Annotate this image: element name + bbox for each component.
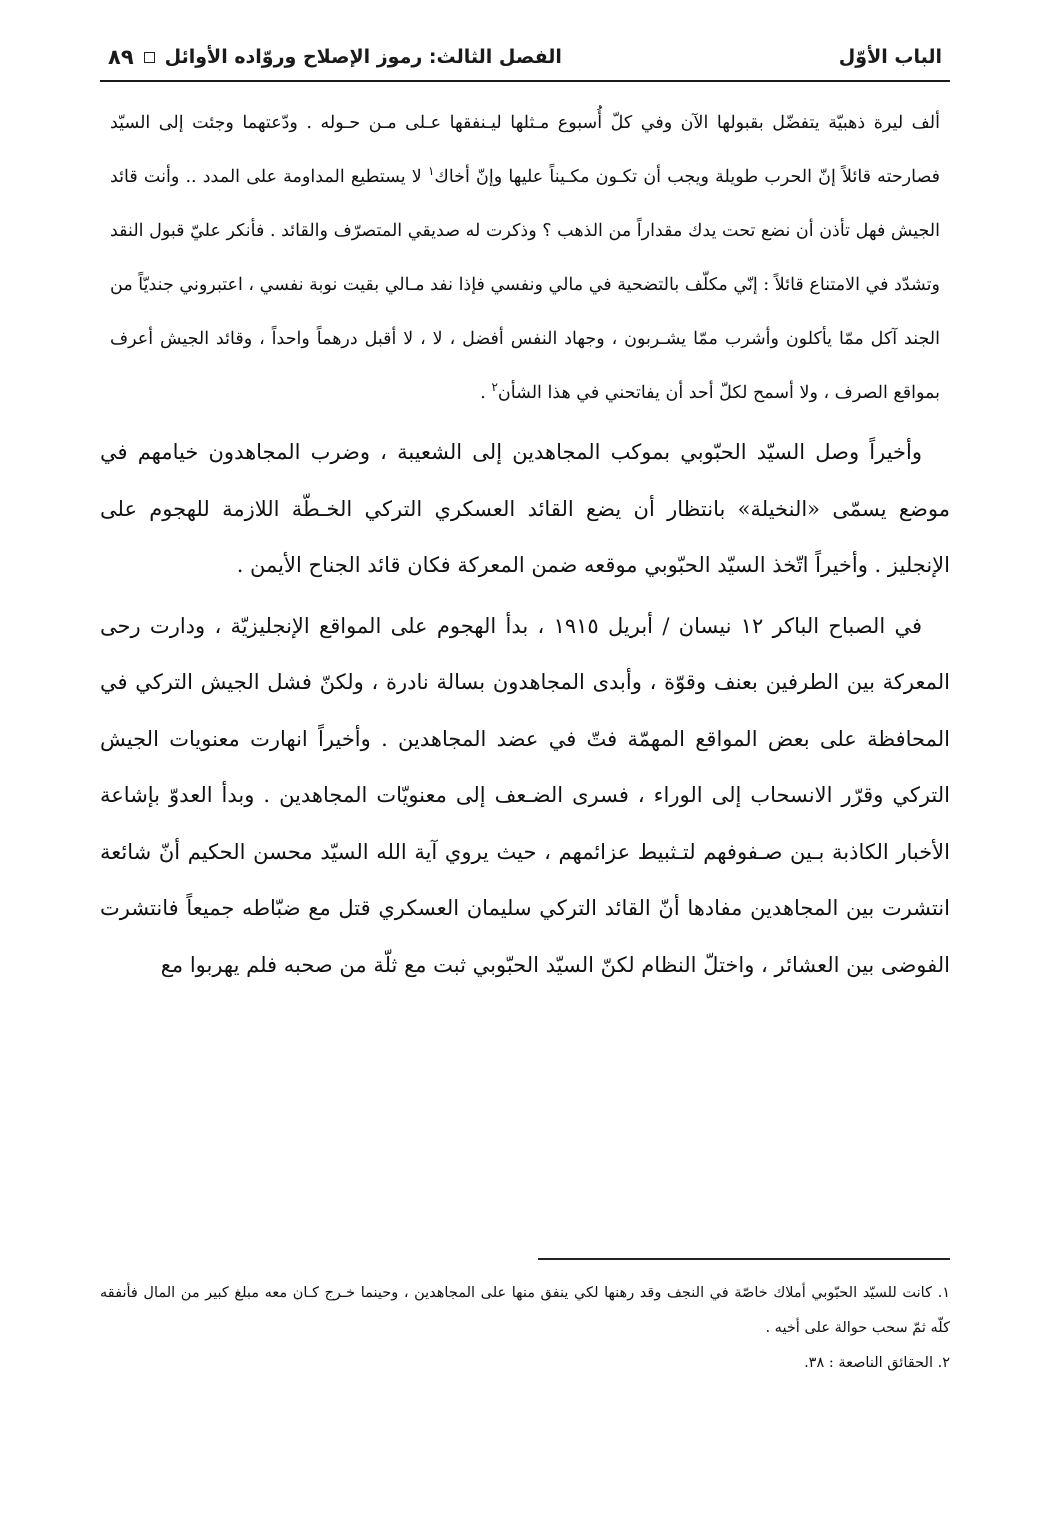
chapter-title: الباب الأوّل bbox=[838, 46, 942, 68]
footnotes bbox=[100, 1276, 950, 1381]
footnote-rule bbox=[538, 1258, 950, 1260]
body-paragraph-1: وأخيراً وصل السيّد الحبّوبي بموكب المجاهدين إلى الشعيبة ، وضرب المجاهدون خيامهم في موضع يسمّى «النخيلة» بانتظار أن يضع القائد العسكري التركي الخـطّة اللازمة للهجوم على الإنجليز . وأخيراً اتّخذ السيّد الحبّوبي موقعه ضمن المعركة فكان قائد الجناح الأيمن . bbox=[100, 440, 950, 577]
body-paragraph-2: في الصباح الباكر ١٢ نيسان / أبريل ١٩١٥ ، بدأ الهجوم على المواقع الإنجليزيّة ، ودارت رحى المعركة بين الطرفين بعنف وقوّة ، وأبدى المجاهدون بسالة نادرة ، ولكنّ فشل الجيش التركي في المحافظة على بعض المواقع المهمّة فتّ في عضد المجاهدين . وأخيراً انهارت معنويات الجيش التركي وقرّر الانسحاب إلى الوراء ، فسرى الضـعف إلى معنويّات المجاهدين . وبدأ العدوّ بإشاعة الأخبار الكاذبة بـين صـفوفهم لتـثبيط عزائمهم ، حيث يروي آية الله السيّد محسن الحكيم أنّ شائعة انتشرت بين المجاهدين مفادها أنّ القائد التركي سليمان العسكري قتل مع ضبّاطه جميعاً فانتشرت الفوضى بين العشائر ، واختلّ النظام لكنّ السيّد الحبّوبي ثبت مع ثلّة من صحبه فلم يهربوا مع bbox=[100, 613, 950, 977]
page-number: ٨٩ bbox=[108, 45, 134, 69]
footnote-2: ٢. الحقائق الناصعة : ٣٨. bbox=[804, 1355, 950, 1371]
quote-text-part1: ألف ليرة ذهبيّة يتفضّل بقبولها الآن وفي كلّ أُسبوع مـثلها ليـنفقها عـلى مـن حـوله . ودّعتهما وجئت إلى السيّد فصارحته قائلاً إنّ الحرب طويلة ويجب أن تكـون مكـيناً عليها وإنّ أخاك bbox=[110, 113, 940, 187]
footnote-1: ١. كانت للسيّد الحبّوبي أملاك خاصّة في النجف وقد رهنها لكي ينفق منها على المجاهدين ، وحينما خـرج كـان معه مبلغ كبير من المال فأنفقه كلّه ثمّ سحب حوالة على أخيه . bbox=[100, 1285, 950, 1336]
quote-paragraph bbox=[110, 96, 940, 420]
header-rule bbox=[100, 80, 950, 82]
quoted-passage bbox=[100, 96, 950, 420]
square-separator-icon bbox=[144, 52, 155, 63]
quote-text-end: . bbox=[480, 383, 486, 403]
main-text bbox=[100, 424, 950, 993]
section-and-page bbox=[100, 45, 562, 69]
quote-text-part2: لا يستطيع المداومة على المدد .. وأنت قائد الجيش فهل تأذن أن نضع تحت يدك مقداراً من الذهب ؟ وذكرت له صديقي المتصرّف والقائد . فأنكر عليّ قبول النقد وتشدّد في الامتناع قائلاً : إنّي مكلّف بالتضحية في مالي ونفسي فإذا نفد مـالي بقيت نوبة نفسي ، اعتبروني جنديّاً من الجند آكل ممّا يأكلون وأشرب ممّا يشـربون ، وجهاد النفس أفضل ، لا ، لا أقبل درهماً واحداً ، وقائد الجيش أعرف بمواقع الصرف ، ولا أسمح لكلّ أحد أن يفاتحني في هذا الشأن bbox=[110, 167, 940, 403]
footnote-marker-1: ١ bbox=[427, 164, 435, 179]
section-title: الفصل الثالث: رموز الإصلاح وروّاده الأوائل bbox=[164, 46, 562, 68]
running-header bbox=[100, 40, 950, 74]
book-page bbox=[100, 40, 950, 1480]
footnote-marker-2: ٢ bbox=[491, 380, 498, 395]
